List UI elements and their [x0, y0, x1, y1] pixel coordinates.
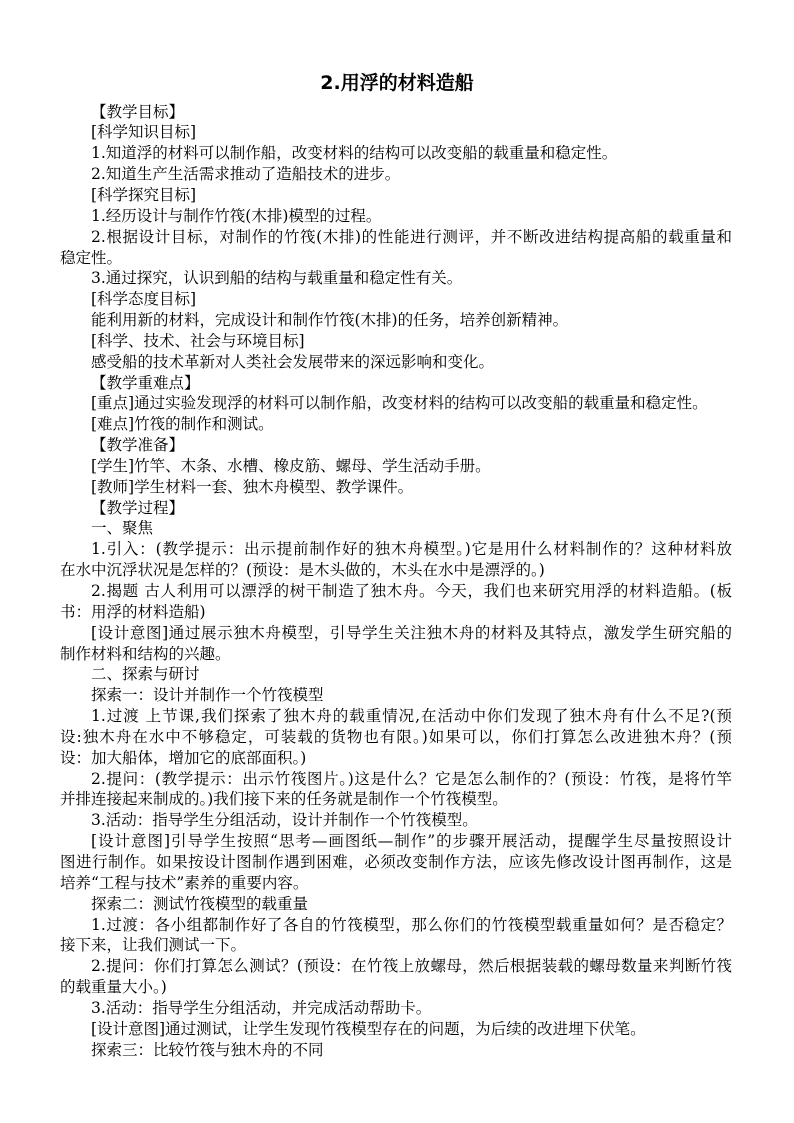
preparation-students: [学生]竹竿、木条、水槽、橡皮筋、螺母、学生活动手册。	[91, 456, 491, 475]
paragraph-line: 2.提问：(教学提示：出示竹筏图片。)这是什么？它是怎么制作的？(预设：竹筏，是将竹竿	[91, 769, 732, 788]
key-point-focus: [重点]通过实验发现浮的材料可以制作船，改变材料的结构可以改变船的载重量和稳定性。	[91, 394, 708, 413]
knowledge-objective-2: 2.知道生产生活需求推动了造船技术的进步。	[91, 165, 401, 184]
inquiry-objectives-label: [科学探究目标]	[91, 185, 197, 204]
explore-2-heading: 探索二：测试竹筏模型的载重量	[91, 894, 309, 913]
paragraph-line: [设计意图]引导学生按照“思考—画图纸—制作”的步骤开展活动，提醒学生尽量按照设计	[91, 832, 732, 851]
inquiry-objective-3: 3.通过探究，认识到船的结构与载重量和稳定性有关。	[91, 269, 463, 288]
explore-2-design-intent: [设计意图]通过测试，让学生发现竹筏模型存在的问题，为后续的改进埋下伏笔。	[91, 1019, 646, 1038]
paragraph-line: 在水中沉浮状况是怎样的？(预设：是木头做的，木头在水中是漂浮的。)	[60, 561, 545, 580]
explore-1-heading: 探索一：设计并制作一个竹筏模型	[91, 686, 324, 705]
paragraph-line: 稳定性。	[60, 248, 123, 267]
attitude-objective-1: 能利用新的材料，完成设计和制作竹筏(木排)的任务，培养创新精神。	[91, 311, 569, 330]
explore-2-transition	[60, 915, 732, 957]
paragraph-line: 的载重量大小。)	[60, 978, 167, 997]
paragraph-line: 1.过渡：各小组都制作好了各自的竹筏模型，那么你们的竹筏模型载重量如何？是否稳定？	[91, 915, 732, 934]
paragraph-line: 2.提问：你们打算怎么测试？(预设：在竹筏上放螺母，然后根据装载的螺母数量来判断竹筏	[91, 957, 732, 976]
explore-1-transition	[60, 706, 732, 769]
explore-heading: 二、探索与研讨	[91, 665, 200, 684]
paragraph-line: 1.过渡 上节课,我们探索了独木舟的载重情况,在活动中你们发现了独木舟有什么不足?(预	[91, 707, 732, 726]
preparation-teacher: [教师]学生材料一套、独木舟模型、教学课件。	[91, 477, 414, 496]
inquiry-objective-1: 1.经历设计与制作竹筏(木排)模型的过程。	[91, 206, 382, 225]
paragraph-line: 并排连接起来制成的。)我们接下来的任务就是制作一个竹筏模型。	[60, 790, 508, 809]
explore-1-activity: 3.活动：指导学生分组活动，设计并制作一个竹筏模型。	[91, 811, 478, 830]
attitude-objectives-label: [科学态度目标]	[91, 290, 197, 309]
focus-step-reveal-topic	[60, 581, 732, 623]
explore-2-question	[60, 956, 732, 998]
focus-step-introduction	[60, 539, 732, 581]
paragraph-line: 2.根据设计目标，对制作的竹筏(木排)的性能进行测评，并不断改进结构提高船的载重量和	[91, 227, 732, 246]
paragraph-line: 设：加大船体，增加它的底部面积。)	[60, 748, 307, 767]
document-body	[60, 102, 732, 1061]
paragraph-line: [设计意图]通过展示独木舟模型，引导学生关注独木舟的材料及其特点，激发学生研究船的	[91, 623, 732, 642]
explore-3-heading: 探索三：比较竹筏与独木舟的不同	[91, 1040, 324, 1059]
inquiry-objective-2	[60, 227, 732, 269]
knowledge-objective-1: 1.知道浮的材料可以制作船，改变材料的结构可以改变船的载重量和稳定性。	[91, 144, 618, 163]
focus-design-intent	[60, 623, 732, 665]
knowledge-objectives-label: [科学知识目标]	[91, 123, 197, 142]
paragraph-line: 制作材料和结构的兴趣。	[60, 644, 231, 663]
paragraph-line: 2.揭题 古人利用可以漂浮的树干制造了独木舟。今天，我们也来研究用浮的材料造船。(板	[91, 582, 732, 600]
preparation-heading: 【教学准备】	[91, 436, 185, 455]
paragraph-line: 设:独木舟在水中不够稳定，可装载的货物也有限。)如果可以，你们打算怎么改进独木舟？(预	[60, 727, 732, 746]
paragraph-line: 图进行制作。如果按设计图制作遇到困难，必须改变制作方法，应该先修改设计图再制作，这是	[60, 852, 732, 871]
objectives-heading: 【教学目标】	[91, 102, 185, 121]
stse-objectives-label: [科学、技术、社会与环境目标]	[91, 331, 305, 350]
paragraph-line: 书：用浮的材料造船)	[60, 602, 206, 621]
stse-objective-1: 感受船的技术革新对人类社会发展带来的深远影响和变化。	[91, 352, 495, 371]
explore-1-question	[60, 769, 732, 811]
document-title: 2.用浮的材料造船	[320, 72, 474, 94]
explore-2-activity: 3.活动：指导学生分组活动，并完成活动帮助卡。	[91, 998, 432, 1017]
paragraph-line: 培养“工程与技术”素养的重要内容。	[60, 873, 309, 892]
paragraph-line: 1.引入：(教学提示：出示提前制作好的独木舟模型。)它是用什么材料制作的？这种材料放	[91, 540, 732, 559]
process-heading: 【教学过程】	[91, 498, 185, 517]
key-point-difficulty: [难点]竹筏的制作和测试。	[91, 415, 274, 434]
explore-1-design-intent	[60, 831, 732, 894]
paragraph-line: 接下来，让我们测试一下。	[60, 936, 247, 955]
focus-heading: 一、聚焦	[91, 519, 154, 538]
key-points-heading: 【教学重难点】	[91, 373, 200, 392]
